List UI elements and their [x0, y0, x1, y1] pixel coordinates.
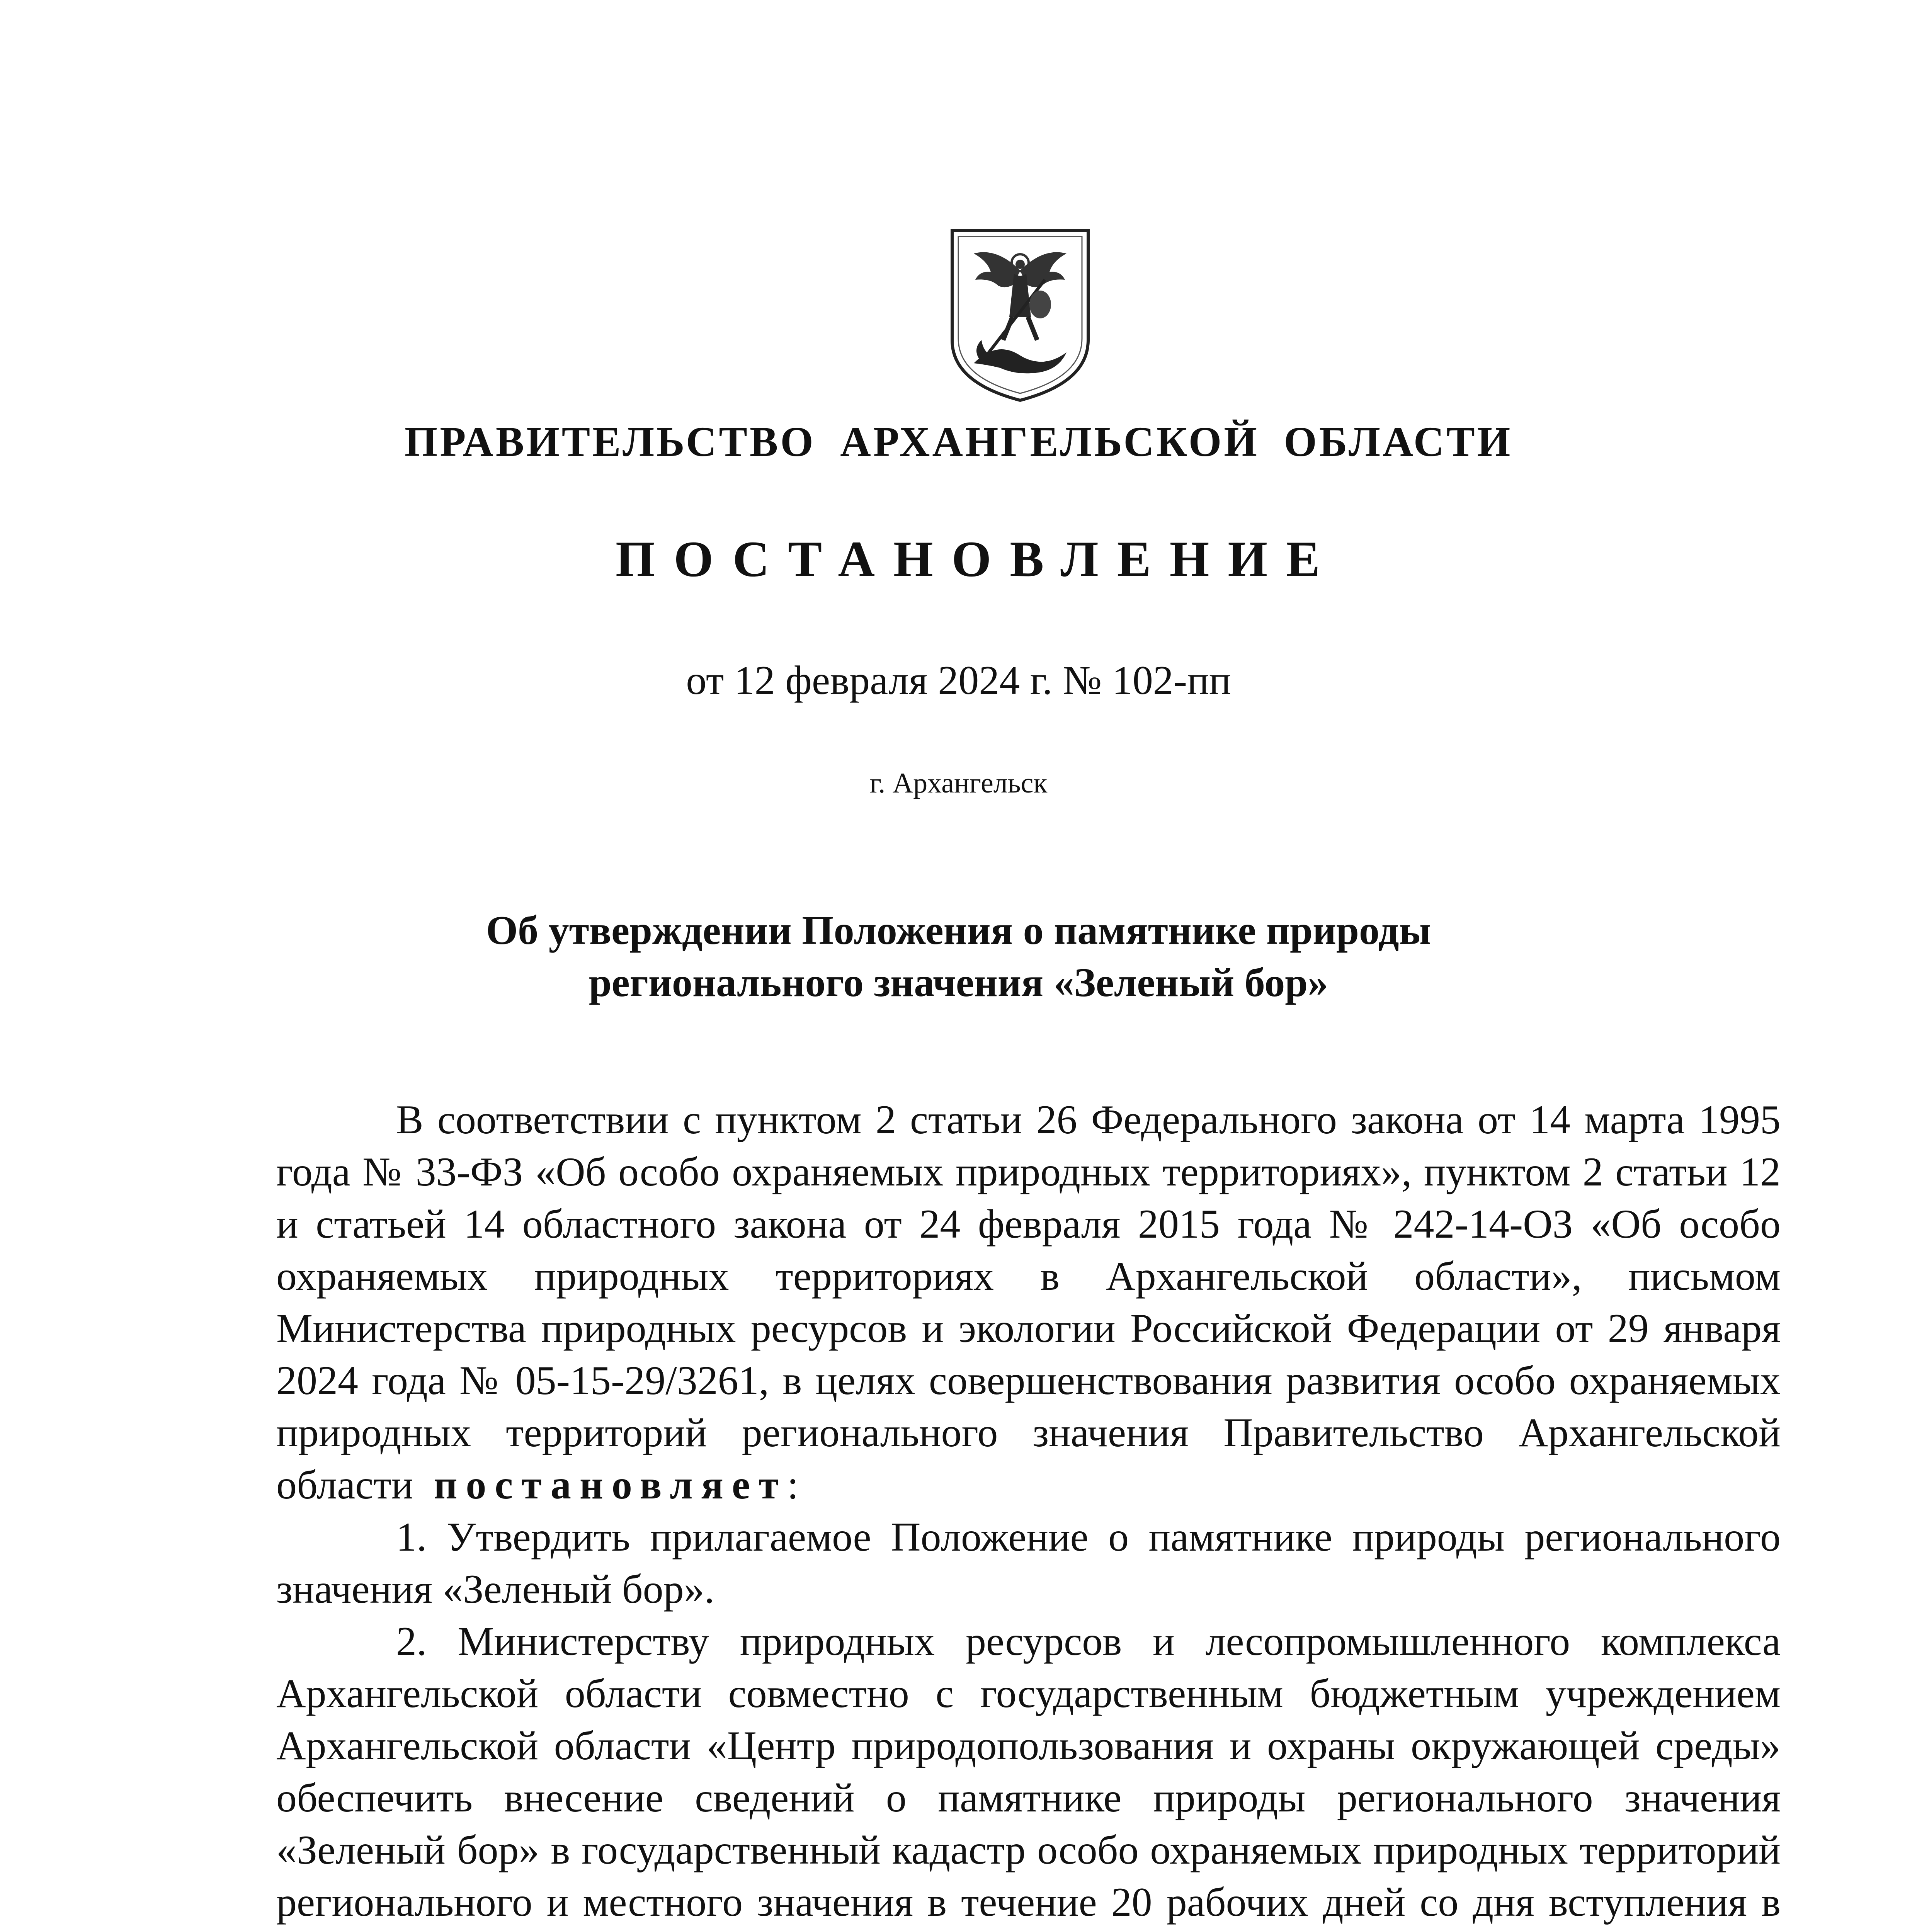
subject-line: Об утверждении Положения о памятнике природы	[486, 908, 1431, 953]
coat-of-arms-icon	[943, 224, 1097, 406]
city: г. Архангельск	[869, 767, 1048, 799]
preamble-text: В соответствии с пунктом 2 статьи 26 Федерального закона от 14 марта 1995 года № 33-ФЗ «Об особо охраняемых природных территориях», пунктом 2 статьи 12 и статьей 14 областного закона от 24 февраля 2015 года № 242-14-ОЗ «Об особо охраняемых природных территориях в Архангельской области», письмом Министерства природных ресурсов и экологии Российской Федерации от 29 января 2024 года № 05-15-29/3261, в целях совершенствования развития особо охраняемых природных территорий регионального значения Правительство Архангельской области	[276, 1097, 1781, 1507]
document-subject	[0, 904, 1917, 1009]
decree-colon: :	[787, 1462, 799, 1507]
document-body	[276, 1094, 1781, 1932]
government-title: ПРАВИТЕЛЬСТВО АРХАНГЕЛЬСКОЙ ОБЛАСТИ	[404, 418, 1513, 465]
resolution-item: 1. Утвердить прилагаемое Положение о памятнике природы регионального значения «Зеленый бор».	[276, 1514, 1781, 1612]
resolution-item: 2. Министерству природных ресурсов и лесопромышленного комплекса Архангельской области совместно с государственным бюджетным учреждением Архангельской области «Центр природопользования и охраны окружающей среды» обеспечить внесение сведений о памятнике природы регионального значения «Зеленый бор» в государственный кадастр особо охраняемых природных территорий регионального и местного значения в течение 20 рабочих дней со дня вступления в	[276, 1619, 1781, 1925]
date-and-number: от 12 февраля 2024 г. № 102-пп	[686, 658, 1231, 703]
decree-word: постановляет	[434, 1462, 788, 1507]
preamble	[276, 1094, 1781, 1511]
subject-line: регионального значения «Зеленый бор»	[589, 960, 1328, 1005]
document-type: ПОСТАНОВЛЕНИЕ	[615, 531, 1339, 587]
